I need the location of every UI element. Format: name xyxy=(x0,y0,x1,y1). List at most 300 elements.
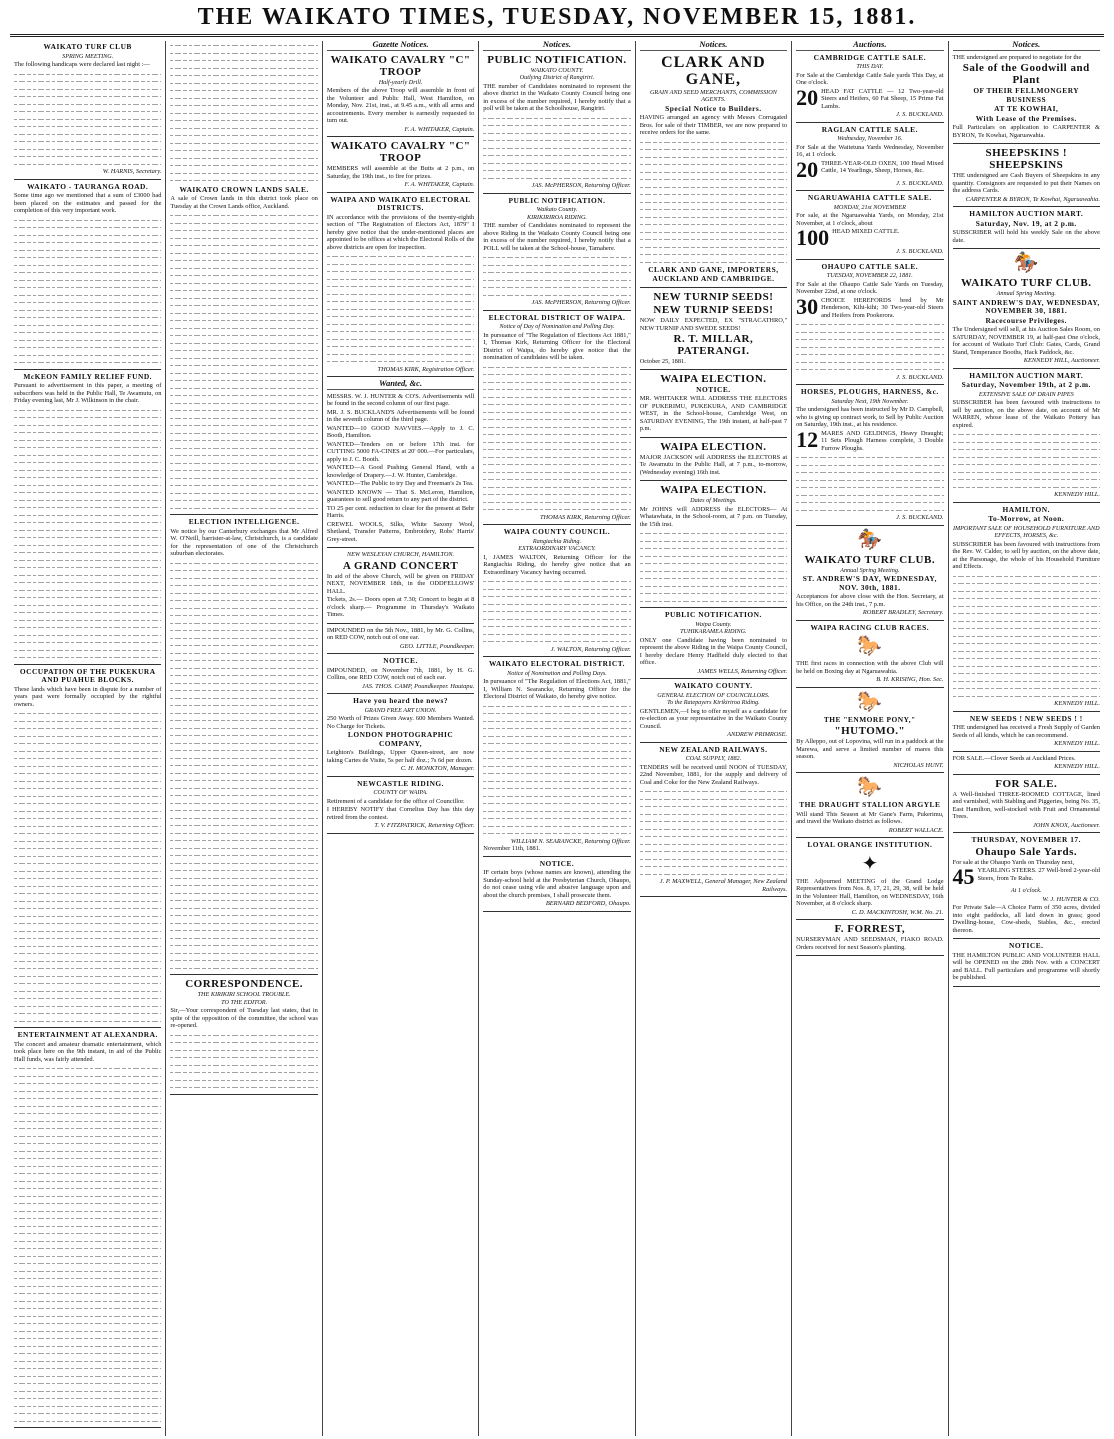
col7-header: Notices. xyxy=(953,41,1100,51)
pony-sig: NICHOLAS HUNT. xyxy=(893,761,944,769)
waipa3-sub: Dates of Meetings. xyxy=(690,497,737,504)
club-sub-2: ST. ANDREW'S DAY, WEDNESDAY, NOV. 30th, 1881. xyxy=(802,574,937,592)
cav-title: WAIKATO CAVALRY "C" TROOP xyxy=(330,53,471,78)
pub2-sub-2: KIRIKIRIROA RIDING. xyxy=(526,213,587,221)
pub-body xyxy=(483,114,630,182)
horses-sale xyxy=(796,388,943,526)
yards-date: THURSDAY, NOVEMBER 17. xyxy=(971,835,1081,844)
oh-num: 30 xyxy=(796,293,819,319)
auction-mart-ad xyxy=(953,210,1100,249)
ngaruawahia-sale xyxy=(796,194,943,260)
column-5 xyxy=(636,41,792,1436)
turf-title: WAIKATO TURF CLUB xyxy=(43,42,132,51)
yards-time: At 1 o'clock. xyxy=(1010,887,1042,894)
camb-sub: THIS DAY. xyxy=(856,63,884,70)
new-seeds-text: THE undersigned has received a Fresh Supply of Garden Seeds of all kinds, which he can recommend. xyxy=(952,724,1100,739)
rail-sig: J. P. MAXWELL, General Manager, New Zealand Railways. xyxy=(659,878,788,893)
turnip-seeds-ad xyxy=(640,291,787,370)
pipes-body xyxy=(953,430,1100,490)
turf2-title: WAIKATO TURF CLUB. xyxy=(960,277,1092,289)
ent-title: ENTERTAINMENT AT ALEXANDRA. xyxy=(17,1030,158,1039)
clover-ad xyxy=(953,755,1100,775)
turf2-sub-3: Racecourse Privileges. xyxy=(985,315,1068,325)
pub2-title: PUBLIC NOTIFICATION. xyxy=(508,195,606,205)
pub2-body xyxy=(483,253,630,298)
camb-num: 20 xyxy=(796,84,819,110)
pony-icon: 🐎 xyxy=(857,690,883,713)
ng-title: NGARUAWAHIA CATTLE SALE. xyxy=(807,193,932,202)
ohaupo-yards-ad xyxy=(953,836,1100,939)
seeds-sig: R. T. MILLAR, PATERANGI. xyxy=(673,333,754,357)
drain-pipes-ad xyxy=(953,372,1100,503)
notice4-text: IF certain boys (whose names are known), attending the Sunday-school held at the Presbyterian Church, Ohaupo, do not cease using vile and abusive language upon and about the church premises, I shall prosecute them. xyxy=(483,869,631,899)
road-body xyxy=(14,216,161,366)
good-text: Full Particulars on application to CARPENTER & BYRON, Te Kowhai, Ngaruawahia. xyxy=(952,124,1100,139)
wanted-9: CREWEL WOOLS, Silks, White Saxony Wool, Shetland, Transfer Patterns, Embroidery, Robs' Harris' Grey-street. xyxy=(326,520,475,543)
sheep-text: THE undersigned are Cash Buyers of Sheepskins in any quantity. Consignors are requested to put their Names on the address Cards. xyxy=(952,172,1100,194)
cg-text: HAVING arranged an agency with Messrs Corrugated Bros. for sale of their TIMBER, we are now prepared to receive orders for the same. xyxy=(639,114,788,136)
riding-text-2: I HEREBY NOTIFY that Cornelius Day has this day retired from the contest. xyxy=(326,806,475,821)
horse-rider-icon-2: 🏇 xyxy=(1013,252,1039,274)
column-7 xyxy=(949,41,1104,1436)
raglan-sale xyxy=(796,126,943,192)
club-text: Acceptances for above close with the Hon. Secretary, at his Office, on the 24th inst., 7 p.m. xyxy=(796,593,944,608)
forsale-text: A Well-finished THREE-ROOMED COTTAGE, lined and varnished, with Stabling and Piggeries, being No. 35, East Hamilton, well-stocked with Fruit and Ornamental Trees. xyxy=(952,790,1100,820)
imp-sig: GEO. LITTLE, Poundkeeper. xyxy=(399,642,475,650)
rangiriri-notice xyxy=(483,54,630,194)
elect-body xyxy=(170,559,317,972)
pony-ad xyxy=(796,691,943,774)
good-sub-3: AT TE KOWHAI, xyxy=(994,104,1059,113)
race-text: THE first races in connection with the above Club will be held on Boxing day at Ngaruawahia. xyxy=(796,660,944,675)
photo-sig: C. H. MONKTON, Manager. xyxy=(400,765,475,772)
tuhikaramea-notice xyxy=(640,611,787,679)
pub2-sig: JAS. McPHERSON, Returning Officer. xyxy=(531,299,631,306)
notif-sub: Waipa County. xyxy=(695,620,732,628)
turf2-sub: Annual Spring Meeting. xyxy=(996,290,1056,297)
column-6 xyxy=(792,41,948,1436)
lodge-sig: C. D. MACKINTOSH, W.M. No. 21. xyxy=(851,908,944,916)
waipa3-title: WAIPA ELECTION. xyxy=(660,484,767,496)
race-sig: B. H. KRISING, Hon. Sec. xyxy=(876,676,944,683)
cc-title: WAIPA COUNTY COUNCIL. xyxy=(503,527,611,536)
horse-sub: Saturday Next, 19th November. xyxy=(831,397,909,405)
cavalry-notice-2 xyxy=(327,140,474,193)
wed-text: In pursuance of "The Regulation of Elections Act, 1881," I, William N. Searancke, Returning Officer for the Electoral District of Waikato, do hereby give notice. xyxy=(483,678,631,700)
elec-body xyxy=(483,363,630,513)
lodge-emblem-icon: ✦ xyxy=(861,852,879,875)
cg-sub-2: Special Notice to Builders. xyxy=(665,103,762,113)
col5-header: Notices. xyxy=(640,41,787,51)
new-seeds-sig: KENNEDY HILL. xyxy=(1054,740,1100,747)
cavalry-notice xyxy=(327,54,474,138)
crown-lands-article xyxy=(170,186,317,516)
cg-sig: CLARK AND GANE, IMPORTERS, AUCKLAND AND CAMBRIDGE. xyxy=(648,265,779,283)
horse-sig: J. S. BUCKLAND. xyxy=(896,514,944,521)
photo-title: LONDON PHOTOGRAPHIC COMPANY, xyxy=(347,730,454,748)
good-title: THE undersigned are prepared to negotiate for the xyxy=(952,53,1082,61)
waikato-county-election xyxy=(640,682,787,743)
wanted-header: Wanted, &c. xyxy=(327,380,474,390)
rag-sub: Wednesday, November 16. xyxy=(837,135,903,142)
turf2-sig: KENNEDY HILL, Auctioneer. xyxy=(1023,357,1100,364)
seeds-title: NEW TURNIP SEEDS! xyxy=(653,291,774,303)
waipa-electoral-notice xyxy=(327,196,474,378)
turf2-sub-2: SAINT ANDREW'S DAY, WEDNESDAY, NOVEMBER 30, 1881. xyxy=(952,297,1100,315)
yards-items: YEARLING STEERS. 27 Well-bred 2-year-old Steers, from Te Rahu. xyxy=(977,867,1100,882)
notice7-text: THE HAMILTON PUBLIC AND VOLUNTEER HALL will be OPENED on the 28th Nov. with a CONCERT and BALL. Full particulars and programme will shortly be published. xyxy=(952,951,1100,981)
turf-body xyxy=(14,70,161,168)
column-2 xyxy=(166,41,322,1436)
elec-sig: THOMAS KIRK, Returning Officer. xyxy=(539,513,631,521)
pub-sig: JAS. McPHERSON, Returning Officer. xyxy=(531,182,631,189)
cav-text: Members of the above Troop will assemble in front of the Volunteer and Public Hall, West Hamilton, on Monday, Nov. 21st, inst., at 9.45 a.m., with all arms and accoutrements. Every member is earnestly requested to turn out. xyxy=(326,87,475,124)
good-sub-4: With Lease of the Premises. xyxy=(975,113,1077,123)
fellmongery-ad xyxy=(953,54,1100,145)
notice7-title: NOTICE. xyxy=(1008,941,1044,950)
waipa-title: WAIPA AND WAIKATO ELECTORAL DISTRICTS. xyxy=(330,194,471,212)
noon-sig: KENNEDY HILL. xyxy=(1054,700,1100,707)
pub2-text: THE number of Candidates nominated to represent the above Riding in the Waikato County Council being one in excess of the number required, I hereby notify that a POLL will be taken at the School-house, Tamahere. xyxy=(483,222,631,252)
cav2-title: WAIKATO CAVALRY "C" TROOP xyxy=(330,140,471,164)
pony-text: By Alleppo, out of Lopovina, will run in a paddock at the Marewa, and serve a limited number of mares this season. xyxy=(796,738,944,760)
occ-text: These lands which have been in dispute for a number of years past were formally occupied by the rightful owners. xyxy=(14,685,162,708)
noon-text: SUBSCRIBER has been favoured with instructions from the Rev. W. Calder, to sell by auction, on the above date, at the Parsonage, the whole of his Household Furniture and Effects. xyxy=(952,540,1100,570)
news-sub: GRAND FREE ART UNION. xyxy=(364,706,437,714)
horse-body xyxy=(796,453,943,513)
forrest-title: F. FORREST, xyxy=(834,923,906,935)
col4-header: Notices. xyxy=(483,41,630,51)
oh-text: For Sale at the Ohaupo Cattle Sale Yards on Tuesday, November 22nd, at one o'clock. xyxy=(796,280,944,295)
news-title: Have you heard the news? xyxy=(353,696,449,705)
pub-text: THE number of Candidates nominated to represent the above district in the Waikato County Council being one in excess of the number required, I hereby notify that a poll will be taken at the Schoolhouse, Rangiriri. xyxy=(483,82,631,112)
stallion-ad xyxy=(796,776,943,838)
clover-sig: KENNEDY HILL. xyxy=(1054,763,1100,770)
forsale-title: FOR SALE. xyxy=(995,777,1058,790)
occ-title: OCCUPATION OF THE PUKEKURA AND PUAHUE BLOCKS. xyxy=(19,666,156,684)
cc-sig: J. WALTON, Returning Officer. xyxy=(550,645,631,653)
relief-body xyxy=(14,406,161,661)
mart-sub: Saturday, Nov. 19, at 2 p.m. xyxy=(975,218,1077,228)
yards-num: 45 xyxy=(952,864,975,889)
imp2-sig: JAS. THOS. CAMP, Poundkeeper. Hautapu. xyxy=(362,682,475,690)
concert-title: A GRAND CONCERT xyxy=(342,559,459,572)
rag-title: RAGLAN CATTLE SALE. xyxy=(821,124,918,134)
rail-title: NEW ZEALAND RAILWAYS. xyxy=(659,744,768,754)
pub2-sub: Waikato County. xyxy=(536,206,578,213)
good-sub: Sale of the Goodwill and Plant xyxy=(962,62,1090,86)
relief-article xyxy=(14,373,161,665)
news-text: 250 Worth of Prizes Given Away. 600 Members Wanted. No Charge for Tickets. xyxy=(326,715,475,730)
rail-sub: COAL SUPPLY, 1882. xyxy=(685,755,742,762)
entertainment-article xyxy=(14,1031,161,1428)
ng-sig: J. S. BUCKLAND. xyxy=(896,248,944,255)
oh-items: CHOICE HEREFORDS bred by Mr Henderson, Kihi-kihi; 30 Two-year-old Steers and Heifers from Pookerora. xyxy=(821,296,944,319)
cav2-sig: F. A. WHITAKER, Captain. xyxy=(404,181,475,188)
riding-text: Retirement of a candidate for the office of Councillor. xyxy=(326,797,465,805)
gen-text: GENTLEMEN,—I beg to offer myself as a candidate for re-election as your representative in the Waikato County Council. xyxy=(639,707,788,730)
waipa3-text: Mr JOHNS will ADDRESS the ELECTORS— At Whatawhata, in the School-room, at 7 p.m. on Tuesday, the 15th inst. xyxy=(639,505,788,528)
road-title: WAIKATO - TAURANGA ROAD. xyxy=(27,181,149,191)
camb-sig: J. S. BUCKLAND. xyxy=(896,111,944,118)
notif-sig: JAMES WELLS, Returning Officer. xyxy=(697,667,788,675)
orange-lodge-notice xyxy=(796,841,943,920)
sheep-title: SHEEPSKINS ! SHEEPSKINS xyxy=(985,147,1067,171)
stallion-icon: 🐎 xyxy=(857,776,883,798)
new-seeds-title: NEW SEEDS ! NEW SEEDS ! ! xyxy=(969,713,1083,723)
turf-club-meeting xyxy=(796,529,943,621)
columns xyxy=(10,41,1104,1436)
concert-ad xyxy=(327,551,474,624)
wanted-5: WANTED—A Good Pushing General Hand, with a knowledge of Drapery.—J. W. Hunter, Cambridge. xyxy=(326,464,475,479)
road-article xyxy=(14,183,161,370)
riding-sig: T. V. FITZPATRICK, Returning Officer. xyxy=(374,822,475,829)
stall-text: Will stand This Season at Mr Gane's Farm, Pukerimu, and travel the Waikato district as follows. xyxy=(796,810,944,825)
turf-text: The following handicaps were declared last night :— xyxy=(14,61,150,68)
lodge-text: THE Adjourned MEETING of the Grand Lodge Representatives from Nos. 8, 17, 21, 29, 38, will be held in the Volunteer Hall, Hamilton, on WEDNESDAY, 16th November, at 8 o'clock sharp. xyxy=(796,877,944,907)
pub-sub-2: Outlying District of Rangiriri. xyxy=(519,74,595,81)
horse-text: The undersigned has been instructed by Mr D. Campbell, who is giving up contract work, to Sell by Public Auction on Saturday, 19th inst., at his residence. xyxy=(796,406,944,428)
relief-title: McKEON FAMILY RELIEF FUND. xyxy=(23,371,153,381)
yards-text: For sale at the Ohaupo Yards on Thursday next, xyxy=(952,858,1075,866)
wanted-7: WANTED KNOWN — That S. McLeron, Hamilton, guarantees to sell good return to any part of the district. xyxy=(326,488,475,503)
cg-title: CLARK AND GANE, xyxy=(661,53,766,88)
rag-sig: J. S. BUCKLAND. xyxy=(896,179,944,187)
pipes-sub-2: EXTENSIVE SALE OF DRAIN PIPES xyxy=(978,390,1074,398)
kirikiriroa-notice xyxy=(483,197,630,311)
col3-header: Gazette Notices. xyxy=(327,41,474,51)
camb-title: CAMBRIDGE CATTLE SALE. xyxy=(813,52,927,62)
wed-title: WAIKATO ELECTORAL DISTRICT. xyxy=(488,659,625,668)
masthead: THE WAIKATO TIMES, TUESDAY, NOVEMBER 15, 1881. xyxy=(10,0,1104,37)
cg-sub: GRAIN AND SEED MERCHANTS, COMMISSION AGENTS. xyxy=(649,88,777,103)
newcastle-riding-notice xyxy=(327,780,474,834)
forrest-ad xyxy=(796,923,943,956)
ng-items: HEAD MIXED CATTLE. xyxy=(832,228,900,235)
impounded-notice xyxy=(327,627,474,655)
waipa-county-council xyxy=(483,528,630,657)
horse-num: 12 xyxy=(796,426,819,452)
corr-sub: THE KIRIKIRI SCHOOL TROUBLE. xyxy=(197,991,291,998)
waipa-sig: THOMAS KIRK, Registration Officer. xyxy=(377,365,475,373)
railways-notice xyxy=(640,746,787,898)
horse-rider-icon: 🏇 xyxy=(857,528,883,551)
seeds-ad xyxy=(953,715,1100,752)
furniture-sale-ad xyxy=(953,506,1100,712)
imp2-text: IMPOUNDED, on November 7th, 1881, by H. G. Collins, one RED COW, notch out of each ear. xyxy=(326,666,475,681)
camb-items: HEAD FAT CATTLE — 12 Two-year-old Steers and Heifers, 60 Fat Sheep, 15 Prime Fat Lambs. xyxy=(821,87,944,110)
notice4-sig: BERNARD BEDFORD, Ohaupo. xyxy=(545,900,631,907)
ohaupo-sale xyxy=(796,263,943,386)
ent-text: The concert and amateur dramatic entertainment, which took place here on the 9th instant, in aid of the Public Hall funds, was fairly attended. xyxy=(14,1040,162,1063)
corr-to: TO THE EDITOR. xyxy=(221,998,268,1006)
gen-sub: GENERAL ELECTION OF COUNCILLORS. xyxy=(657,691,770,699)
cc-sub: Rangiachia Riding. xyxy=(532,537,582,545)
gen-sub-2: To the Ratepayers Kirikiriroa Riding. xyxy=(667,699,760,706)
elec-sub: Notice of Day of Nomination and Polling Day. xyxy=(499,323,615,330)
oh-sig: J. S. BUCKLAND. xyxy=(896,373,944,381)
wanted-1: MESSRS. W. J. HUNTER & CO'S. Advertisements will be found in the second column of our first page. xyxy=(326,392,475,407)
relief-text: Pursuant to advertisement in this paper, a meeting of subscribers was held in the Public Hall, Te Awamutu, on Friday evening last, Mr J. Wilkinson in the chair. xyxy=(14,382,162,404)
waipa3-body xyxy=(640,529,787,604)
rail-text: TENDERS will be received until NOON of TUESDAY, 22nd November, 1881, for the supply and delivery of Coal and Coke for the New Zealand Railways. xyxy=(639,763,788,786)
waipa-body xyxy=(327,252,474,365)
seeds-date: October 25, 1881. xyxy=(639,358,686,365)
seeds-text: NOW DAILY EXPECTED, EX "STRACATHRO," NEW TURNIP AND SWEDE SEEDS! xyxy=(639,317,788,332)
notif-sub-2: TUHIKARAMEA RIDING. xyxy=(680,628,747,635)
concert-sub: NEW WESLEYAN CHURCH, HAMILTON. xyxy=(347,551,455,558)
cc-text: I, JAMES WALTON, Returning Officer for the Rangiachia Riding, do hereby give notice that an Extraordinary Vacancy having occurred. xyxy=(483,553,631,576)
pipes-text: SUBSCRIBER has been favoured with instructions to sell by auction, on the above date, on account of Mr WARREN, whose lease of the Waikato Pottery has expired. xyxy=(952,399,1100,429)
club-sig: ROBERT BRADLEY, Secretary. xyxy=(862,609,944,616)
notif-text: ONLY one Candidate having been nominated to represent the above Riding in the Waipa County Council, I hereby declare Henry Hadfield duly elected to that office. xyxy=(639,636,788,666)
elec-title: ELECTORAL DISTRICT OF WAIPA. xyxy=(488,312,626,322)
waipa-election-jackson xyxy=(640,441,787,482)
cambridge-sale xyxy=(796,54,943,123)
cottage-sale-ad xyxy=(953,778,1100,834)
pipes-title: HAMILTON AUCTION MART. xyxy=(969,370,1084,380)
road-text: Some time ago we mentioned that a sum of £3000 had been placed on the estimates and passed for the completion of this very important work. xyxy=(14,192,162,214)
mart-text: SUBSCRIBER will hold his weekly Sale on the above date. xyxy=(952,229,1100,244)
good-sub-2: OF THEIR FELLMONGERY BUSINESS xyxy=(973,86,1080,104)
wanted-4: WANTED—Tenders on or before 17th inst. for CUTTING 5000 FA-CINES at 20' 000.—For particulars, apply to J. C. Booth. xyxy=(326,440,475,463)
horse-items: MARES AND GELDINGS, Heavy Draught; 11 Sets Plough Harness complete, 3 Double Furrow Ploughs. xyxy=(821,429,944,452)
horse-title: HORSES, PLOUGHS, HARNESS, &c. xyxy=(800,387,939,396)
concert-text-2: Tickets, 2s.— Doors open at 7.30; Concert to begin at 8 o'clock sharp.— Programme in Thursday's Waikato Times. xyxy=(326,596,475,618)
rag-items: THREE-YEAR-OLD OXEN, 100 Head Mixed Cattle, 14 Yearlings, Sheep, Horses, &c. xyxy=(821,159,944,174)
corr-title: CORRESPONDENCE. xyxy=(185,978,304,990)
noon-body xyxy=(953,572,1100,700)
notice-title: NOTICE. xyxy=(383,656,418,665)
oh-sub: TUESDAY, NOVEMBER 22, 1881. xyxy=(826,272,913,279)
cc-sub-2: EXTRAORDINARY VACANCY. xyxy=(518,545,596,552)
col6-header: Auctions. xyxy=(796,41,943,51)
cg-body xyxy=(640,138,787,266)
club-sub: Annual Spring Meeting. xyxy=(840,566,900,574)
turf-sub: SPRING MEETING. xyxy=(62,52,114,60)
seeds-sub: NEW TURNIP SEEDS! xyxy=(653,304,774,316)
waipa2-title: WAIPA ELECTION. xyxy=(660,440,767,453)
turf-club-handicaps xyxy=(14,43,161,180)
private-text: For Private Sale—A Choice Farm of 350 acres, divided into eight paddocks, all laid down in grass; good Dwelling-house, Cow-sheds, Stables, &c., erected thereon. xyxy=(952,904,1100,934)
club-title: WAIKATO TURF CLUB. xyxy=(804,553,936,566)
notif-title: PUBLIC NOTIFICATION. xyxy=(664,610,762,619)
ng-sub: MONDAY, 21st NOVEMBER xyxy=(833,203,906,211)
wed-sig: WILLIAM N. SEARANCKE, Returning Officer. xyxy=(510,837,631,845)
forsale-sig: JOHN KNOX, Auctioneer. xyxy=(1032,821,1100,829)
crown-body xyxy=(170,211,317,511)
gen-sig: ANDREW PRIMROSE. xyxy=(727,731,788,738)
wanted-8: TO 25 per cent. reduction to clear for the present at Behr Harris. xyxy=(326,504,475,519)
waipa-election-johns xyxy=(640,484,787,608)
camb-text: For Sale at the Cambridge Cattle Sale yards This Day, at One o'clock. xyxy=(796,71,944,86)
correspondence-article xyxy=(170,978,317,1095)
wed-date: November 11th, 1881. xyxy=(483,845,541,852)
hall-opening-notice xyxy=(953,942,1100,987)
col2-continued xyxy=(170,41,317,184)
turf-sig: W. HARNIS, Secretary. xyxy=(102,168,162,175)
elec-text: In pursuance of "The Regulation of Elections Act 1881," I, Thomas Kirk, Returning Officer for the Electoral District of Waipa, do hereby give notice that the nomination of candidates will be taken. xyxy=(483,331,631,361)
wanted-3: WANTED—10 GOOD NAVVIES.—Apply to J. C. Booth, Hamilton. xyxy=(326,424,475,439)
pub-sub: WAIKATO COUNTY. xyxy=(530,66,584,74)
stall-sig: ROBERT WALLACE. xyxy=(888,826,944,834)
wed-body xyxy=(483,702,630,837)
cav-sub: Half-yearly Drill. xyxy=(378,78,423,86)
noon-title: HAMILTON. xyxy=(1002,504,1050,514)
wanted-6: WANTED—The Public to try Day and Freeman's 2s Tea. xyxy=(326,480,474,487)
pub-title: PUBLIC NOTIFICATION. xyxy=(487,53,627,66)
forrest-text: NURSERYMAN AND SEEDSMAN, FIAKO ROAD. Orders received for next Season's planting. xyxy=(796,936,944,951)
turf-club-privileges xyxy=(953,252,1100,369)
wed-sub: Notice of Nomination and Polling Days. xyxy=(507,669,607,677)
pipes-sub: Saturday, November 19th, at 2 p.m. xyxy=(961,380,1091,389)
pony-sub: "HUTOMO." xyxy=(834,725,906,737)
yards-title: Ohaupo Sale Yards. xyxy=(975,845,1078,858)
waipa-elec-text: MR. WHITAKER WILL ADDRESS THE ELECTORS OF PUKERIMU, PUKEKURA, AND CAMBRIDGE WEST, in the School-house, Cambridge West, on SATURDAY EVENING, The 19th instant, at half-past 7 p.m. xyxy=(639,395,788,432)
impounded-notice-2 xyxy=(327,657,474,694)
crown-title: WAIKATO CROWN LANDS SALE. xyxy=(179,184,309,194)
race-title: WAIPA RACING CLUB RACES. xyxy=(810,622,930,632)
elect-text: We notice by our Canterbury exchanges that Mr Alfred W. O'Neill, barrister-at-law, Christchurch, is a candidate for the representation of one of the Christchurch suburban electorates. xyxy=(170,527,318,557)
waikato-electoral-district xyxy=(483,660,630,857)
waipa-electoral-district xyxy=(483,314,630,526)
noon-sub-2: IMPORTANT SALE OF HOUSEHOLD FURNITURE AND EFFECTS, HORSES, &c. xyxy=(952,524,1100,539)
corr-text: Sir,—Your correspondent of Tuesday last states, that in spite of the opposition of the committee, the school was re-opened. xyxy=(170,1007,318,1029)
imp-text: IMPOUNDED on the 5th Nov., 1881, by Mr. G. Collins, on RED COW, notch out of one ear. xyxy=(326,626,475,641)
crown-text: A sale of Crown lands in this district took place on Tuesday at the Crown Lands office, Auckland. xyxy=(170,195,318,210)
riding-title: NEWCASTLE RIDING. xyxy=(357,778,445,788)
sheepskins-ad xyxy=(953,147,1100,207)
oh-body xyxy=(796,320,943,373)
turf2-text: The Undersigned will sell, at his Auction Sales Room, on SATURDAY, NOVEMBER 19, at half-past One o'clock, for account of Waikato Turf Club: Gates, Cards, Grand Stand, Temperance Booths, Hack Paddock, &c. xyxy=(952,326,1100,356)
stall-title: THE DRAUGHT STALLION ARGYLE xyxy=(799,800,941,809)
gen-title: WAIKATO COUNTY. xyxy=(674,681,753,690)
pipes-sig: KENNEDY HILL. xyxy=(1054,491,1100,498)
rag-num: 20 xyxy=(796,156,819,182)
corr-body xyxy=(170,1031,317,1091)
column-1 xyxy=(10,41,166,1436)
mart-title: HAMILTON AUCTION MART. xyxy=(969,209,1084,218)
yards-sig: W. J. HUNTER & CO. xyxy=(1042,895,1100,903)
rag-text: For Sale at the Waitetuna Yards Wednesday, November 16, at 1 o'clock. xyxy=(796,143,944,158)
racehorse-icon: 🐎 xyxy=(857,635,883,657)
column-3 xyxy=(323,41,479,1436)
notice4-title: NOTICE. xyxy=(539,858,575,868)
art-union-ad xyxy=(327,697,474,777)
clark-gane-ad xyxy=(640,54,787,289)
cav-sig: F. A. WHITAKER, Captain. xyxy=(404,125,475,133)
cav2-text: MEMBERS will assemble at the Butts at 2 p.m., on Saturday, the 19th inst., to fire for prizes. xyxy=(326,165,475,180)
sheep-sig: CARPENTER & BYRON, Te Kowhai, Ngaruawahia. xyxy=(965,195,1100,203)
noon-sub: To-Morrow, at Noon. xyxy=(988,514,1065,523)
wanted-ads xyxy=(327,393,474,549)
concert-text: In aid of the above Church, will be given on FRIDAY NEXT, NOVEMBER 18th, in the ODDFELLOWS' HALL. xyxy=(326,572,475,595)
waipa2-text: MAJOR JACKSON will ADDRESS the ELECTORS at Te Awamutu in the Public Hall, at 7 p.m., to-morrow, (Wednesday evening) 16th inst. xyxy=(639,453,788,476)
photo-text: Leighton's Buildings, Upper Queen-street, are now taking Cartes de Visite, 5s per half doz.; 7s 6d per dozen. xyxy=(326,749,475,764)
elect-title: ELECTION INTELLIGENCE. xyxy=(188,517,300,526)
pony-title: THE "ENMORE PONY," xyxy=(823,714,916,724)
waipa-notice: NOTICE. xyxy=(696,384,731,394)
ng-num: 100 xyxy=(796,225,830,250)
ohaupo-notice xyxy=(483,860,630,912)
oh-title: OHAUPO CATTLE SALE. xyxy=(821,261,919,271)
lodge-title: LOYAL ORANGE INSTITUTION. xyxy=(807,840,933,849)
waipa-elec-title: WAIPA ELECTION. xyxy=(660,372,767,385)
riding-sub: COUNTY OF WAIPA. xyxy=(373,789,428,796)
waipa-election-whitaker xyxy=(640,373,787,438)
cc-body xyxy=(483,577,630,645)
column-4 xyxy=(479,41,635,1436)
